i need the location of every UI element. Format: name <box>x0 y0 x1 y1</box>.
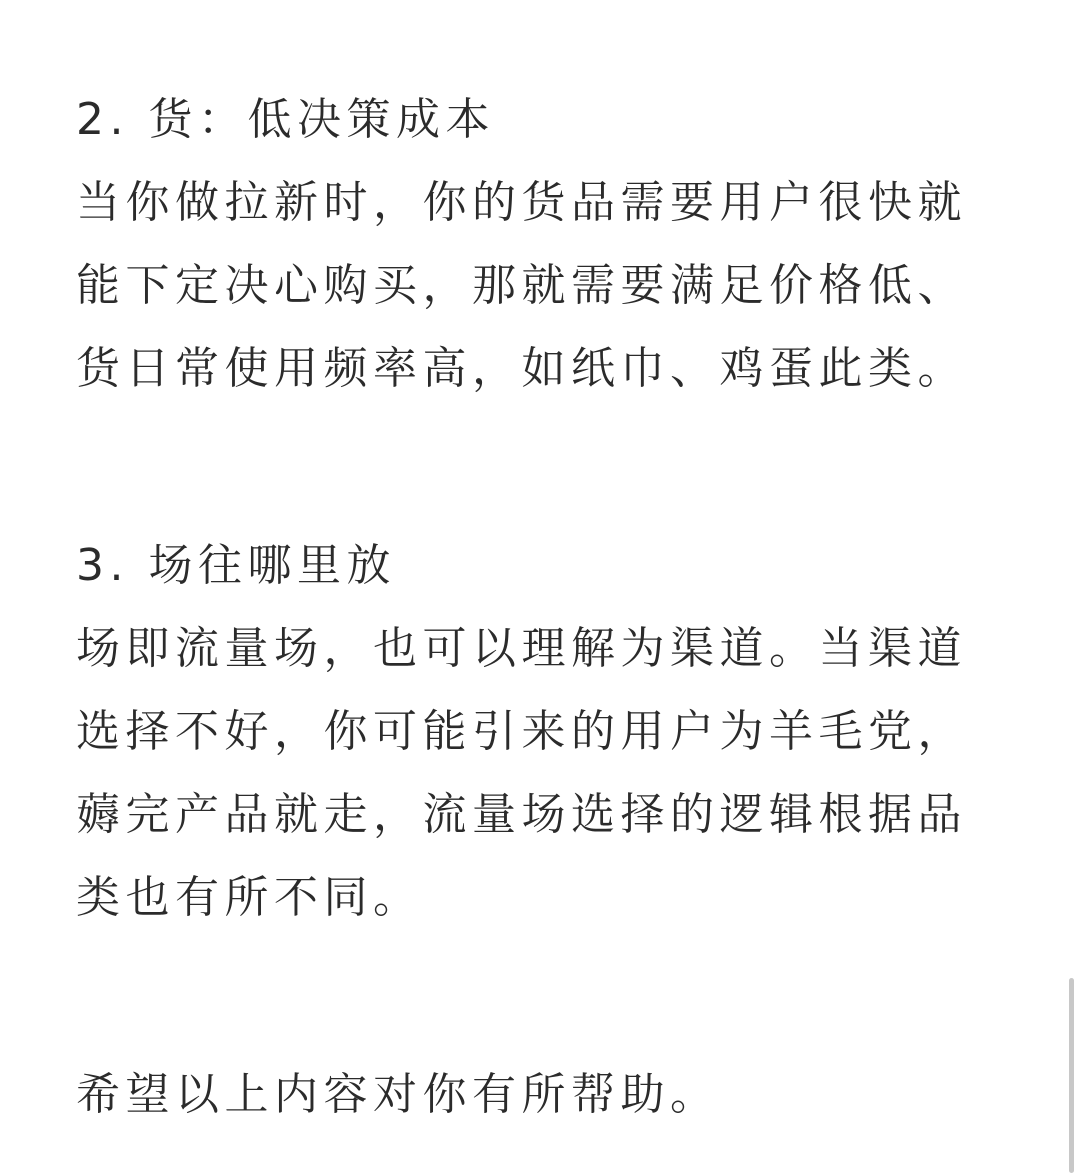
closing-line: 希望以上内容对你有所帮助。 <box>76 1069 720 1120</box>
section-2-paragraph-line-2: 能下定决心购买，那就需要满足价格低、 <box>76 260 967 311</box>
scrollbar[interactable] <box>1069 978 1074 1173</box>
article-body <box>76 78 1006 1136</box>
section-2-heading: 2. 货：低决策成本 <box>76 94 495 145</box>
paragraph-spacer <box>76 410 1006 524</box>
paragraph-spacer <box>76 939 1006 1053</box>
section-3-paragraph-line-2: 选择不好，你可能引来的用户为羊毛党， <box>76 706 967 757</box>
section-2-paragraph-line-1: 当你做拉新时，你的货品需要用户很快就 <box>76 177 967 228</box>
section-2-paragraph-line-3: 货日常使用频率高，如纸巾、鸡蛋此类。 <box>76 343 967 394</box>
section-3-paragraph-line-3: 薅完产品就走，流量场选择的逻辑根据品 <box>76 789 967 840</box>
section-3-paragraph-line-1: 场即流量场，也可以理解为渠道。当渠道 <box>76 623 967 674</box>
section-3-paragraph-line-4: 类也有所不同。 <box>76 872 423 923</box>
section-3-heading: 3. 场往哪里放 <box>76 540 396 591</box>
